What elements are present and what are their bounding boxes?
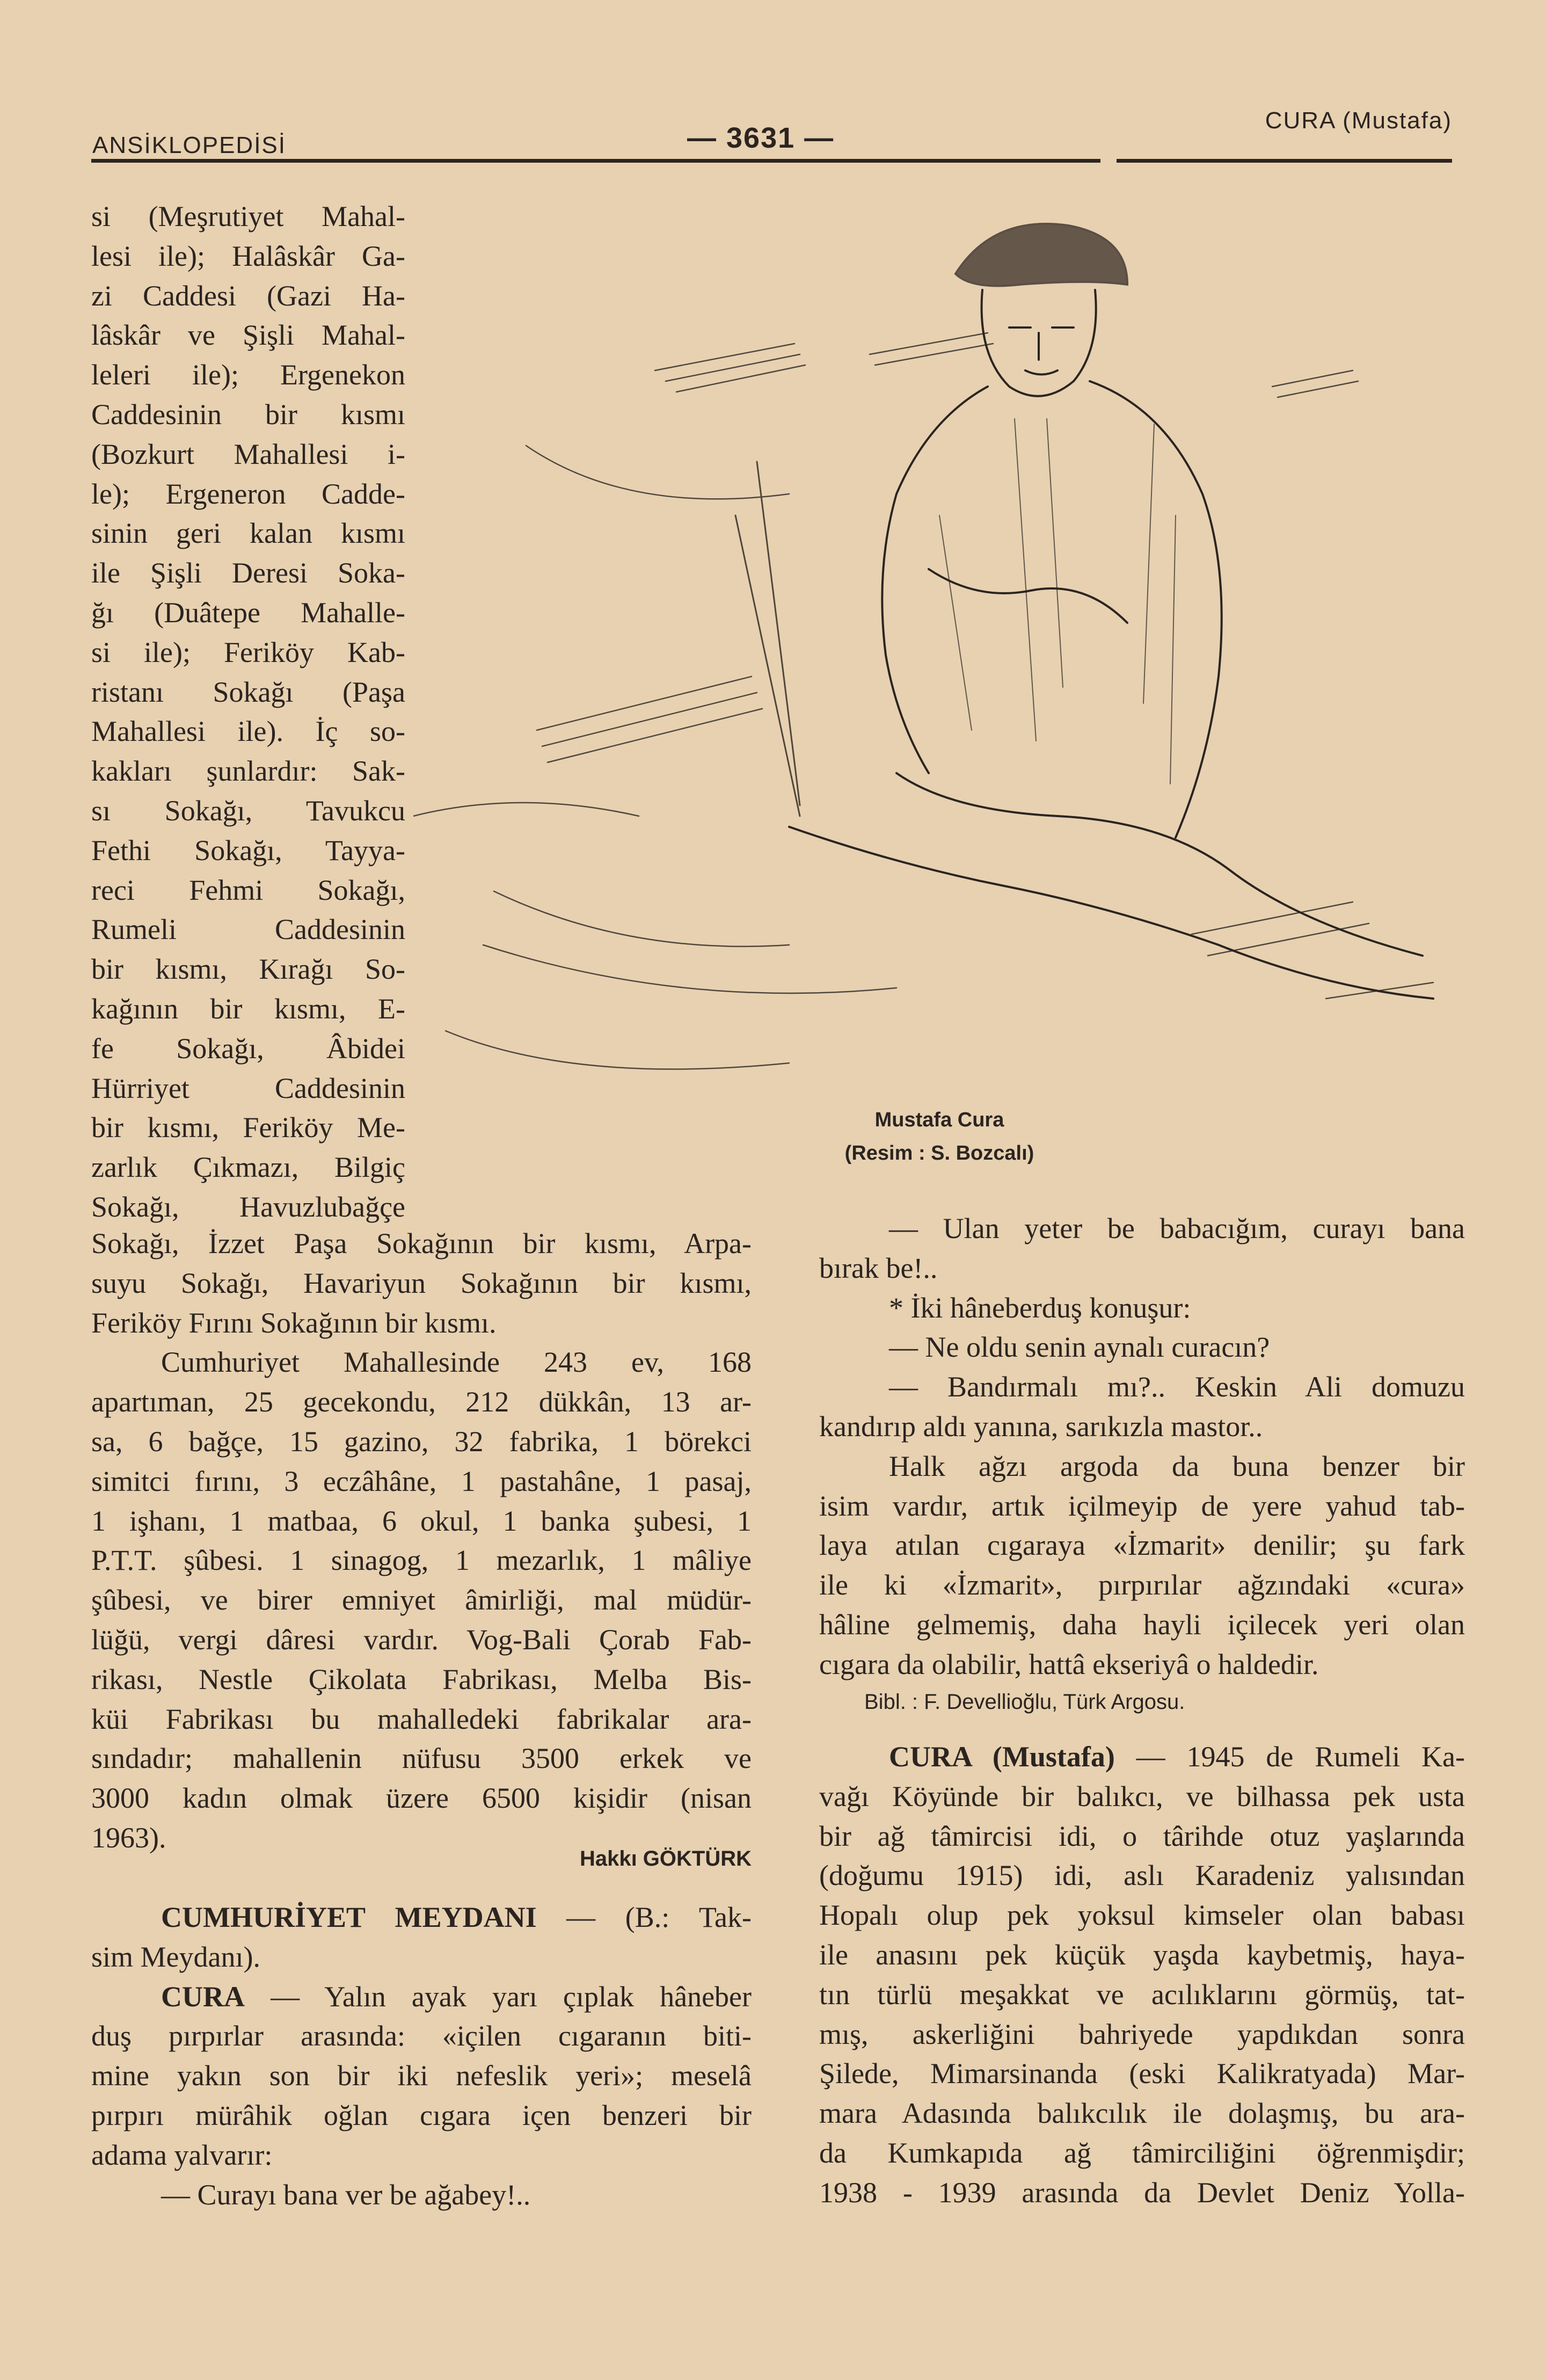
text-line: lesi ile); Halâskâr Ga- xyxy=(91,239,405,272)
text-line: — Ulan yeter be babacığım, curayı bana xyxy=(889,1212,1465,1244)
text-line: 1963). xyxy=(91,1821,166,1854)
text-line: vağı Köyünde bir balıkcı, ve bilhassa pek usta xyxy=(819,1780,1465,1813)
text-line: kandırıp aldı yanına, sarıkızla mastor.. xyxy=(819,1410,1263,1443)
text-line: sı Sokağı, Tavukcu xyxy=(91,794,405,827)
text-line: si (Meşrutiyet Mahal- xyxy=(91,200,405,232)
running-header-entry: CURA (Mustafa) xyxy=(1265,107,1452,134)
text-line: * İki hâneberduş konuşur: xyxy=(889,1291,1191,1324)
text-line: Cumhuriyet Mahallesinde 243 ev, 168 xyxy=(161,1346,752,1379)
text-line: laya atılan cıgaraya «İzmarit» denilir; şu fark xyxy=(819,1529,1465,1562)
text-line: Fethi Sokağı, Tayya- xyxy=(91,834,405,867)
text-line: Mahallesi ile). İç so- xyxy=(91,715,405,748)
text-line: bir ağ tâmircisi idi, o târihde otuz yaşlarında xyxy=(819,1819,1465,1852)
text-line: (Bozkurt Mahallesi i- xyxy=(91,438,405,470)
fisherman-figure xyxy=(789,224,1433,999)
text-line: rikası, Nestle Çikolata Fabrikası, Melba Bis- xyxy=(91,1663,752,1695)
text-line: apartıman, 25 gecekondu, 212 dükkân, 13 ar- xyxy=(91,1386,752,1418)
text-line: bir kısmı, Feriköy Me- xyxy=(91,1111,405,1144)
entry-text: — (B.: Tak- xyxy=(536,1901,752,1933)
text-line: ile Şişli Deresi Soka- xyxy=(91,557,405,589)
caption-credit: (Resim : S. Bozcalı) xyxy=(844,1142,1034,1164)
bibliography: Bibl. : F. Devellioğlu, Türk Argosu. xyxy=(864,1690,1185,1714)
illustration-caption xyxy=(816,1103,1063,1170)
header-rule-left xyxy=(91,159,1100,163)
text-line: sa, 6 bağçe, 15 gazino, 32 fabrika, 1 börekci xyxy=(91,1425,752,1458)
text-line: lâskâr ve Şişli Mahal- xyxy=(91,319,405,352)
text-line: — Curayı bana ver be ağabey!.. xyxy=(161,2178,531,2211)
text-line: ristanı Sokağı (Paşa xyxy=(91,675,405,708)
text-line xyxy=(819,1737,1465,1777)
text-line: cıgara da olabilir, hattâ ekseriyâ o haldedir. xyxy=(819,1648,1319,1680)
text-line: mara Adasında balıkcılık ile dolaşmış, bu ara- xyxy=(819,2097,1465,2130)
right-column-top xyxy=(819,1209,1465,1685)
text-line: reci Fehmi Sokağı, xyxy=(91,874,405,906)
left-column-bottom xyxy=(91,1898,752,2215)
text-line: le); Ergeneron Cadde- xyxy=(91,477,405,510)
text-line: ile anasını pek küçük yaşda kaybetmiş, haya- xyxy=(819,1938,1465,1971)
text-line: sim Meydanı). xyxy=(91,1940,260,1973)
text-line: kakları şunlardır: Sak- xyxy=(91,755,405,788)
entry-heading: CURA xyxy=(161,1980,245,2013)
text-line: si ile); Feriköy Kab- xyxy=(91,636,405,668)
text-line: Feriköy Fırını Sokağının bir kısmı. xyxy=(91,1306,497,1339)
text-line: Sokağı, Havuzlubağçe xyxy=(91,1190,405,1223)
entry-text: — Yalın ayak yarı çıplak hâneber xyxy=(245,1980,752,2013)
text-line: suyu Sokağı, Havariyun Sokağının bir kısmı, xyxy=(91,1267,752,1299)
author-signature: Hakkı GÖKTÜRK xyxy=(579,1847,752,1870)
text-line: bir kısmı, Kırağı So- xyxy=(91,953,405,986)
text-line: tın türlü meşakkat ve acılıklarını görmüş, tat- xyxy=(819,1978,1465,2011)
text-line: adama yalvarır: xyxy=(91,2138,273,2171)
running-header-title: ANSİKLOPEDİSİ xyxy=(92,132,287,158)
text-line: Şilede, Mimarsinanda (eski Kalikratyada) Mar- xyxy=(819,2057,1465,2090)
text-line: Rumeli Caddesinin xyxy=(91,913,405,946)
text-line: simitci fırını, 3 eczâhâne, 1 pastahâne, 1 pasaj, xyxy=(91,1465,752,1497)
text-line: Halk ağzı argoda da buna benzer bir xyxy=(889,1450,1465,1482)
text-line: Caddesinin bir kısmı xyxy=(91,398,405,431)
text-line: duş pırpırlar arasında: «içilen cıgaranın biti- xyxy=(91,2020,752,2053)
text-line: ğı (Duâtepe Mahalle- xyxy=(91,596,405,629)
entry-text: — 1945 de Rumeli Ka- xyxy=(1114,1741,1465,1773)
left-column-middle xyxy=(91,1224,752,1858)
entry-heading: CURA (Mustafa) xyxy=(889,1741,1115,1773)
text-line: (doğumu 1915) idi, aslı Karadeniz yalısından xyxy=(819,1859,1465,1892)
header-rule-right xyxy=(1117,159,1452,163)
text-line xyxy=(91,1977,752,2017)
text-line: leleri ile); Ergenekon xyxy=(91,359,405,391)
text-line: 1 işhanı, 1 matbaa, 6 okul, 1 banka şubesi, 1 xyxy=(91,1504,752,1537)
text-line: Sokağı, İzzet Paşa Sokağının bir kısmı, Arpa- xyxy=(91,1227,752,1260)
text-line: sındadır; mahallenin nüfusu 3500 erkek ve xyxy=(91,1742,752,1775)
text-line: P.T.T. şûbesi. 1 sinagog, 1 mezarlık, 1 mâliye xyxy=(91,1544,752,1577)
text-line: kağının bir kısmı, E- xyxy=(91,992,405,1025)
text-line: fe Sokağı, Âbidei xyxy=(91,1032,405,1065)
page-number: — 3631 — xyxy=(687,122,835,154)
entry-heading: CUMHURİYET MEYDANI xyxy=(161,1901,537,1933)
text-line: sinin geri kalan kısmı xyxy=(91,517,405,550)
text-line: bırak be!.. xyxy=(819,1251,938,1284)
text-line: şûbesi, ve birer emniyet âmirliği, mal müdür- xyxy=(91,1584,752,1617)
text-line: Hopalı olup pek yoksul kimseler olan babası xyxy=(819,1899,1465,1932)
text-line xyxy=(91,1898,752,1938)
text-line: — Bandırmalı mı?.. Keskin Ali domuzu xyxy=(889,1371,1465,1403)
text-line: hâline gelmemiş, daha hayli içilecek yeri olan xyxy=(819,1608,1465,1641)
text-line: pırpırı mürâhik oğlan cıgara içen benzeri bir xyxy=(91,2099,752,2131)
text-line: isim vardır, artık içilmeyip de yere yahud tab- xyxy=(819,1489,1465,1522)
text-line: da Kumkapıda ağ tâmirciliğini öğrenmişdir; xyxy=(819,2136,1465,2169)
text-line: lüğü, vergi dâresi vardır. Vog-Bali Çorab Fab- xyxy=(91,1623,752,1656)
text-line: — Ne oldu senin aynalı curacın? xyxy=(889,1331,1270,1364)
text-line: ile ki «İzmarit», pırpırılar ağzındaki «cura» xyxy=(819,1569,1465,1602)
text-line: mış, askerliğini bahriyede yapdıkdan sonra xyxy=(819,2018,1465,2050)
text-line: küi Fabrikası bu mahalledeki fabrikalar ara- xyxy=(91,1702,752,1735)
text-line: zi Caddesi (Gazi Ha- xyxy=(91,279,405,312)
right-column-bottom xyxy=(819,1737,1465,2213)
text-line: zarlık Çıkmazı, Bilgiç xyxy=(91,1151,405,1184)
text-line: 3000 kadın olmak üzere 6500 kişidir (nisan xyxy=(91,1782,752,1815)
left-column-top xyxy=(91,197,405,1227)
caption-name: Mustafa Cura xyxy=(874,1109,1004,1131)
text-line: 1938 - 1939 arasında da Devlet Deniz Yolla- xyxy=(819,2176,1465,2209)
text-line: mine yakın son bir iki nefeslik yeri»; meselâ xyxy=(91,2059,752,2092)
text-line: Hürriyet Caddesinin xyxy=(91,1072,405,1104)
portrait-illustration xyxy=(413,193,1460,1095)
